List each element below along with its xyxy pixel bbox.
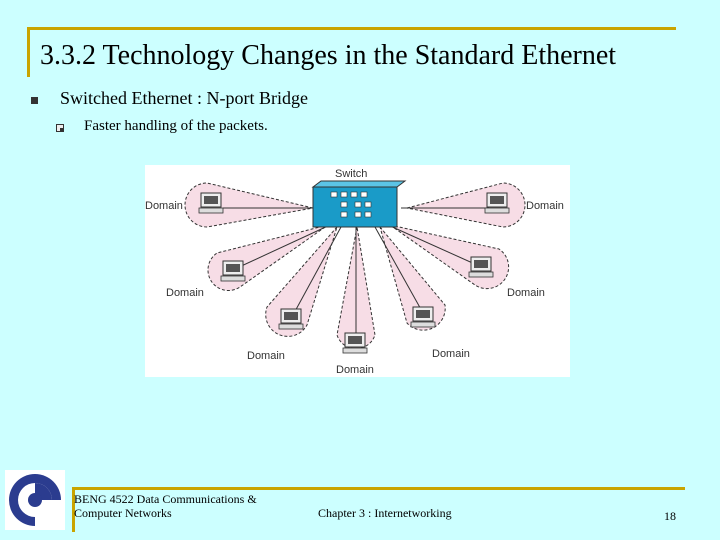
domain-label: Domain <box>432 348 470 360</box>
computer-icon <box>279 309 303 329</box>
domain-label: Domain <box>526 200 564 212</box>
computer-icon <box>199 193 223 213</box>
slide-title: 3.3.2 Technology Changes in the Standard Ethernet <box>40 40 617 71</box>
computer-icon <box>485 193 509 213</box>
domain-label: Domain <box>247 350 285 362</box>
computer-icon <box>411 307 435 327</box>
switched-ethernet-diagram <box>145 165 570 377</box>
computer-icon <box>469 257 493 277</box>
title-rule <box>27 27 676 30</box>
title-rule-vertical <box>27 27 30 77</box>
switch-label: Switch <box>335 168 368 180</box>
sub-bullet-text: Faster handling of the packets. <box>84 118 268 134</box>
sub-bullet-icon <box>56 124 64 132</box>
page-number: 18 <box>664 509 676 523</box>
footer-chapter: Chapter 3 : Internetworking <box>318 506 452 520</box>
domain-label: Domain <box>336 364 374 376</box>
bullet-square-icon <box>31 97 38 104</box>
switch-icon <box>313 181 405 227</box>
bullet-text: Switched Ethernet : N-port Bridge <box>60 88 308 108</box>
footer-course: BENG 4522 Data Communications & Computer Networks <box>74 492 257 520</box>
domain-label: Domain <box>145 200 183 212</box>
computer-icon <box>221 261 245 281</box>
university-logo <box>5 470 65 530</box>
computer-icon <box>343 333 367 353</box>
domain-label: Domain <box>166 287 204 299</box>
domain-label: Domain <box>507 287 545 299</box>
footer-rule <box>72 487 685 490</box>
